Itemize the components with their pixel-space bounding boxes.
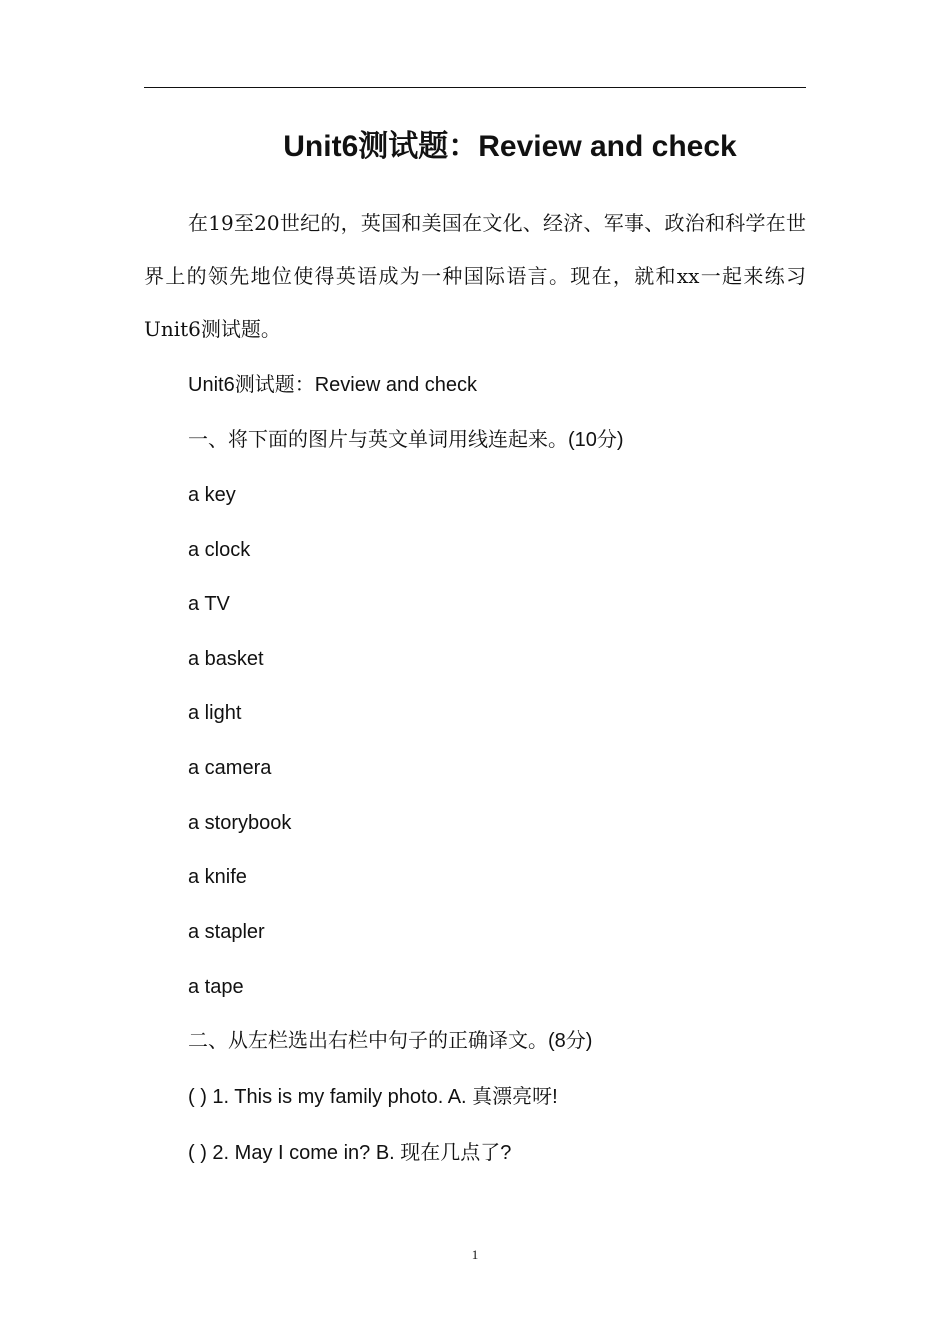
translation-question: ( ) 1. This is my family photo. A. 真漂亮呀! <box>188 1086 558 1108</box>
vocab-item: a tape <box>188 976 244 998</box>
translation-question: ( ) 2. May I come in? B. 现在几点了? <box>188 1142 512 1164</box>
vocab-item: a knife <box>188 866 247 888</box>
section-2-heading: 二、从左栏选出右栏中句子的正确译文。(8分) <box>188 1030 593 1052</box>
header-rule <box>144 87 806 88</box>
vocab-item: a TV <box>188 593 230 615</box>
vocab-item: a stapler <box>188 921 265 943</box>
document-title: Unit6测试题：Review and check <box>283 130 737 163</box>
vocab-item: a basket <box>188 648 264 670</box>
vocab-item: a clock <box>188 539 251 561</box>
section-1-heading: 一、将下面的图片与英文单词用线连起来。(10分) <box>188 429 624 451</box>
vocab-item: a camera <box>188 757 272 779</box>
subtitle: Unit6测试题：Review and check <box>188 374 477 396</box>
page-number: 1 <box>471 1247 479 1262</box>
intro-paragraph: 在19至20世纪的，英国和美国在文化、经济、军事、政治和科学在世界上的领先地位使得英语成为一种国际语言。现在，就和xx一起来练习Unit6测试题。 <box>144 211 806 341</box>
vocab-item: a storybook <box>188 812 292 834</box>
vocab-item: a key <box>188 484 236 506</box>
vocab-item: a light <box>188 702 242 724</box>
